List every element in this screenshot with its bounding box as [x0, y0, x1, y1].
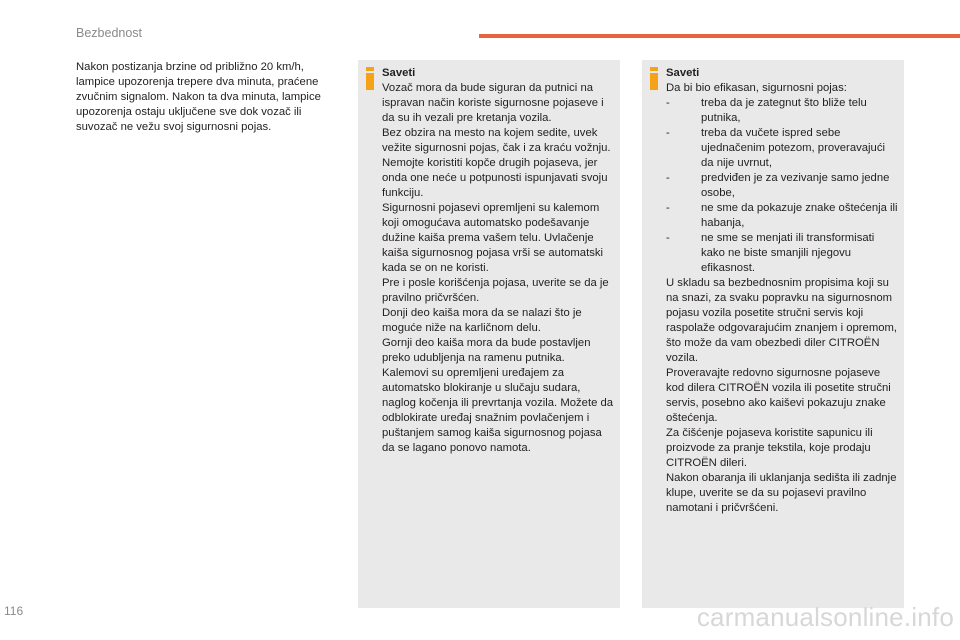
panel-paragraph: Bez obzira na mesto na kojem sedite, uvek vežite sigurnosni pojas, čak i za kraću vožnju. — [382, 127, 611, 154]
panel-paragraph: Za čišćenje pojaseva koristite sapunicu ili proizvode za pranje tekstila, koje prodaju CITROËN dileri. — [666, 427, 873, 469]
panel-paragraph: Proveravajte redovno sigurnosne pojaseve kod dilera CITROËN vozila ili posetite stručni servis, posebno ako kaiševi pokazuju znake oštećenja. — [666, 367, 891, 424]
panel-title: Saveti — [382, 67, 416, 79]
panel-lead: Da bi bio efikasan, sigurnosni pojas: — [666, 82, 847, 94]
panel-paragraph: Vozač mora da bude siguran da putnici na ispravan način koriste sigurnosne pojaseve i da su ih vezali pre kretanja vozila. — [382, 82, 604, 124]
info-icon — [366, 67, 374, 90]
list-item: - treba da vučete ispred sebe ujednačenim potezom, proveravajući da nije uvrnut, — [666, 127, 885, 169]
list-item: - treba da je zategnut što bliže telu putnika, — [666, 97, 867, 124]
panel-paragraph: U skladu sa bezbednosnim propisima koji su na snazi, za svaku popravku na sigurnosnom pojasu vozila posetite stručni servis koji raspolaže odgovarajućim znanjem i opremom, što može da vam obezbedi diler CITROËN vozila. — [666, 277, 898, 364]
panel-paragraph: Donji deo kaiša mora da se nalazi što je moguće niže na karličnom delu. — [382, 307, 582, 334]
info-icon — [650, 67, 658, 90]
tips-panel-1 — [358, 60, 620, 608]
panel-paragraph: Pre i posle korišćenja pojasa, uverite se da je pravilno pričvršćen. — [382, 277, 609, 304]
list-item: - ne sme da pokazuje znake oštećenja ili habanja, — [666, 202, 898, 229]
list-item: - ne sme se menjati ili transformisati kako ne biste smanjili njegovu efikasnost. — [666, 232, 875, 274]
panel-paragraph: Gornji deo kaiša mora da bude postavljen preko udubljenja na ramenu putnika. — [382, 337, 591, 364]
page-number: 116 — [4, 604, 24, 618]
header-accent-bar — [479, 34, 960, 38]
panel-paragraph: Nemojte koristiti kopče drugih pojaseva, jer onda one neće u potpunosti ispunjavati svoju funkciju. — [382, 157, 608, 199]
intro-text: Nakon postizanja brzine od približno 20 km/h, lampice upozorenja trepere dva minuta, praćene zvučnim signalom. Nakon ta dva minuta, lampice upozorenja ostaju uključene sve dok vozač ili suvozač ne vežu svoj sigurnosni pojas. — [76, 61, 321, 133]
panel-paragraph: Kalemovi su opremljeni uređajem za automatsko blokiranje u slučaju sudara, naglog kočenja ili prevrtanja vozila. Možete da odblokirate uređaj snažnim povlačenjem i puštanjem samog kaiša sigurnosnog pojasa da se lagano ponovo namota. — [382, 367, 614, 454]
requirements-list — [666, 96, 900, 276]
list-item: - predviđen je za vezivanje samo jedne osobe, — [666, 172, 890, 199]
section-title: Bezbednost — [76, 26, 143, 40]
watermark: carmanualsonline.info — [696, 602, 954, 632]
panel-paragraph: Nakon obaranja ili uklanjanja sedišta ili zadnje klupe, uverite se da su pojasevi pravilno namotani i pričvršćeni. — [666, 472, 897, 514]
panel-paragraph: Sigurnosni pojasevi opremljeni su kalemom koji omogućava automatsko podešavanje dužine kaiša prema vašem telu. Uvlačenje kaiša sigurnosnog pojasa vrši se automatski kada se on ne koristi. — [382, 202, 604, 274]
tips-panel-2 — [642, 60, 904, 608]
panel-title: Saveti — [666, 67, 700, 79]
